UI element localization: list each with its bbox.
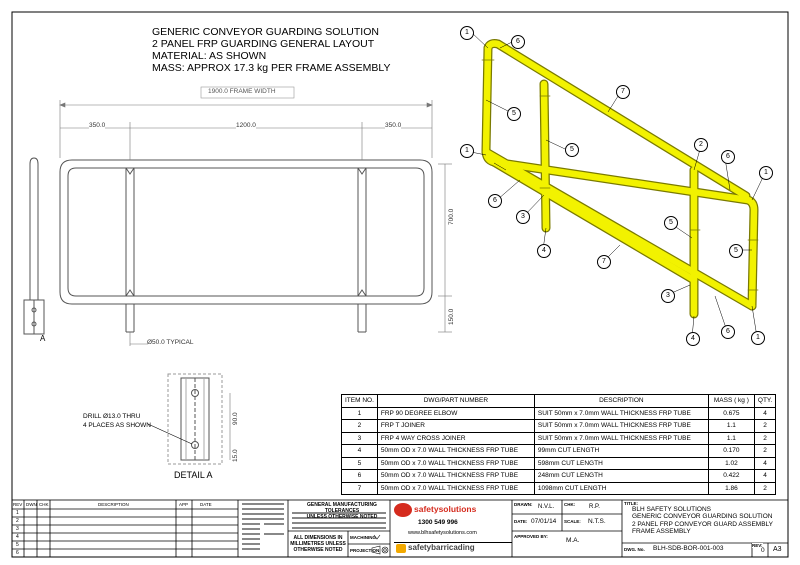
bom-part-number: FRP 90 DEGREE ELBOW	[377, 407, 534, 420]
bom-row	[342, 420, 776, 433]
bom-mass: 1.1	[708, 420, 754, 433]
side-view-label: A	[40, 334, 46, 343]
item-balloon: 4	[537, 244, 551, 258]
revision-number: 0	[761, 547, 765, 554]
bom-part-number: 50mm OD x 7.0 WALL THICKNESS FRP TUBE	[377, 482, 534, 495]
bom-part-number: 50mm OD x 7.0 WALL THICKNESS FRP TUBE	[377, 445, 534, 458]
tolerance-header-line: GENERAL MANUFACTURING TOLERANCES	[307, 502, 377, 514]
title-block-line: GENERIC CONVEYOR GUARDING SOLUTION	[632, 513, 773, 521]
rev-col-rev: REV	[13, 502, 23, 507]
bom-item-no: 2	[342, 420, 378, 433]
bill-of-materials	[341, 394, 776, 495]
tube-diameter-label: Ø50.0 TYPICAL	[147, 339, 194, 346]
company-phone: 1300 549 996	[418, 519, 458, 526]
item-balloon: 1	[460, 144, 474, 158]
bom-row	[342, 432, 776, 445]
brand-logo-icon	[394, 503, 412, 517]
rev-col-date: DATE	[200, 502, 212, 507]
item-balloon: 6	[721, 325, 735, 339]
bom-header-row	[342, 395, 776, 408]
dimension-units-note	[289, 535, 347, 553]
bom-qty: 2	[754, 432, 775, 445]
title-line: 2 PANEL FRP GUARDING GENERAL LAYOUT	[152, 38, 375, 50]
tolerance-header-line: UNLESS OTHERWISE NOTED	[306, 514, 378, 520]
item-balloon: 7	[597, 255, 611, 269]
bom-mass: 1.1	[708, 432, 754, 445]
projection-label: PROJECTION	[350, 548, 380, 553]
bom-mass: 0.422	[708, 470, 754, 483]
sheet-size: A3	[773, 546, 782, 553]
revision-row-number: 2	[16, 518, 19, 524]
item-balloon: 5	[507, 107, 521, 121]
bom-row	[342, 470, 776, 483]
item-balloon: 3	[661, 289, 675, 303]
drawing-number: BLH-SDB-BOR-001-003	[653, 545, 724, 552]
item-balloon: 5	[664, 216, 678, 230]
drill-note	[83, 412, 151, 430]
bom-mass: 0.170	[708, 445, 754, 458]
rev-col-chk: CHK	[39, 502, 49, 507]
bom-mass: 1.86	[708, 482, 754, 495]
bom-header-part: DWG/PART NUMBER	[377, 395, 534, 408]
item-balloon: 5	[565, 143, 579, 157]
item-balloon: 1	[460, 26, 474, 40]
dwg-no-label: DWG. No.	[624, 547, 645, 552]
detail-dim-15: 15.0	[232, 449, 239, 462]
drawing-date: 07/01/14	[531, 518, 557, 525]
detail-dim-90: 90.0	[232, 412, 239, 425]
item-balloon: 6	[721, 150, 735, 164]
revision-row-number: 4	[16, 534, 19, 540]
title-line: GENERIC CONVEYOR GUARDING SOLUTION	[152, 26, 379, 38]
dim-middle: 1200.0	[236, 122, 256, 129]
item-balloon: 3	[516, 210, 530, 224]
bom-qty: 2	[754, 420, 775, 433]
units-note-line: MILLIMETRES UNLESS	[290, 541, 346, 547]
detail-a-label: DETAIL A	[174, 470, 213, 480]
bom-row	[342, 445, 776, 458]
machining-label: MACHINING	[350, 535, 376, 540]
bom-body	[342, 407, 776, 495]
title-block-line: BLH SAFETY SOLUTIONS	[632, 506, 711, 513]
revision-row-number: 3	[16, 526, 19, 532]
item-balloon: 5	[729, 244, 743, 258]
bom-description: 1098mm CUT LENGTH	[534, 482, 708, 495]
bom-part-number: FRP T JOINER	[377, 420, 534, 433]
drawing-title	[152, 26, 390, 74]
bom-part-number: 50mm OD x 7.0 WALL THICKNESS FRP TUBE	[377, 457, 534, 470]
title-line: MATERIAL: AS SHOWN	[152, 50, 267, 62]
title-block-line: FRAME ASSEMBLY	[632, 527, 691, 535]
dim-height: 700.0	[448, 208, 455, 225]
bom-item-no: 6	[342, 470, 378, 483]
item-balloon: 6	[511, 35, 525, 49]
bom-part-number: 50mm OD x 7.0 WALL THICKNESS FRP TUBE	[377, 470, 534, 483]
drawing-scale: N.T.S.	[588, 518, 606, 525]
title-label: TITLE:	[624, 501, 638, 506]
bom-header-description: DESCRIPTION	[534, 395, 708, 408]
revision-row-number: 1	[16, 510, 19, 516]
approved-by: M.A.	[566, 537, 580, 544]
bom-description: 99mm CUT LENGTH	[534, 445, 708, 458]
bom-qty: 2	[754, 445, 775, 458]
brand-top: safetysolutions	[414, 504, 477, 514]
check-label: CHK:	[564, 502, 576, 507]
drawing-title-block	[632, 506, 773, 535]
front-view-frame	[60, 160, 432, 332]
frame-width-label: 1900.0 FRAME WIDTH	[208, 88, 276, 95]
drawn-by: N.V.L.	[538, 504, 555, 510]
bom-header-qty: QTY.	[754, 395, 775, 408]
scale-label: SCALE:	[564, 519, 581, 524]
rev-label: REV:	[752, 543, 763, 548]
rev-col-app: APP	[179, 502, 189, 507]
date-label: DATE:	[514, 519, 528, 524]
detail-a	[148, 374, 230, 464]
side-view	[24, 158, 44, 334]
checked-by: R.P.	[589, 504, 600, 510]
bom-header-item: ITEM NO.	[342, 395, 378, 408]
bom-item-no: 7	[342, 482, 378, 495]
item-balloon: 2	[694, 138, 708, 152]
title-line: MASS: APPROX 17.3 kg PER FRAME ASSEMBLY	[152, 62, 391, 74]
bom-item-no: 4	[342, 445, 378, 458]
dim-right: 350.0	[385, 122, 402, 129]
bom-qty: 4	[754, 407, 775, 420]
drill-note-line: 4 PLACES AS SHOWN	[83, 422, 151, 429]
bom-row	[342, 407, 776, 420]
company-website: www.blhsafetysolutions.com	[408, 530, 477, 536]
iso-frame	[482, 44, 758, 315]
bom-mass: 1.02	[708, 457, 754, 470]
drawn-label: DRAWN:	[514, 502, 533, 507]
tolerance-header	[298, 502, 386, 520]
bom-description: SUIT 50mm x 7.0mm WALL THICKNESS FRP TUBE	[534, 432, 708, 445]
bom-description: 598mm CUT LENGTH	[534, 457, 708, 470]
drill-note-line: DRILL Ø13.0 THRU	[83, 413, 141, 420]
bom-mass: 0.675	[708, 407, 754, 420]
approved-label: APPROVED BY:	[514, 534, 548, 539]
item-balloon: 1	[751, 331, 765, 345]
dim-left: 350.0	[89, 122, 106, 129]
units-note-line: ALL DIMENSIONS IN	[293, 535, 343, 541]
bom-qty: 4	[754, 457, 775, 470]
units-note-line: OTHERWISE NOTED	[293, 547, 343, 553]
rev-col-dwn: DWN	[26, 502, 37, 507]
bom-description: SUIT 50mm x 7.0mm WALL THICKNESS FRP TUBE	[534, 407, 708, 420]
item-balloon: 7	[616, 85, 630, 99]
rev-col-description: DESCRIPTION	[98, 502, 129, 507]
brand-bottom: safetybarricading	[408, 543, 475, 552]
revision-row-number: 5	[16, 542, 19, 548]
bom-description: 248mm CUT LENGTH	[534, 470, 708, 483]
item-balloon: 4	[686, 332, 700, 346]
revision-row-number: 6	[16, 550, 19, 556]
barricade-icon	[396, 544, 406, 553]
bom-row	[342, 482, 776, 495]
bom-item-no: 1	[342, 407, 378, 420]
dim-leg: 150.0	[448, 308, 455, 325]
bom-row	[342, 457, 776, 470]
bom-qty: 4	[754, 470, 775, 483]
title-block-line: 2 PANEL FRP CONVEYOR GUARD ASSEMBLY	[632, 520, 773, 528]
bom-header-mass: MASS ( kg )	[708, 395, 754, 408]
bom-item-no: 5	[342, 457, 378, 470]
bom-item-no: 3	[342, 432, 378, 445]
item-balloon: 6	[488, 194, 502, 208]
item-balloon: 1	[759, 166, 773, 180]
bom-qty: 2	[754, 482, 775, 495]
bom-part-number: FRP 4 WAY CROSS JOINER	[377, 432, 534, 445]
bom-description: SUIT 50mm x 7.0mm WALL THICKNESS FRP TUBE	[534, 420, 708, 433]
